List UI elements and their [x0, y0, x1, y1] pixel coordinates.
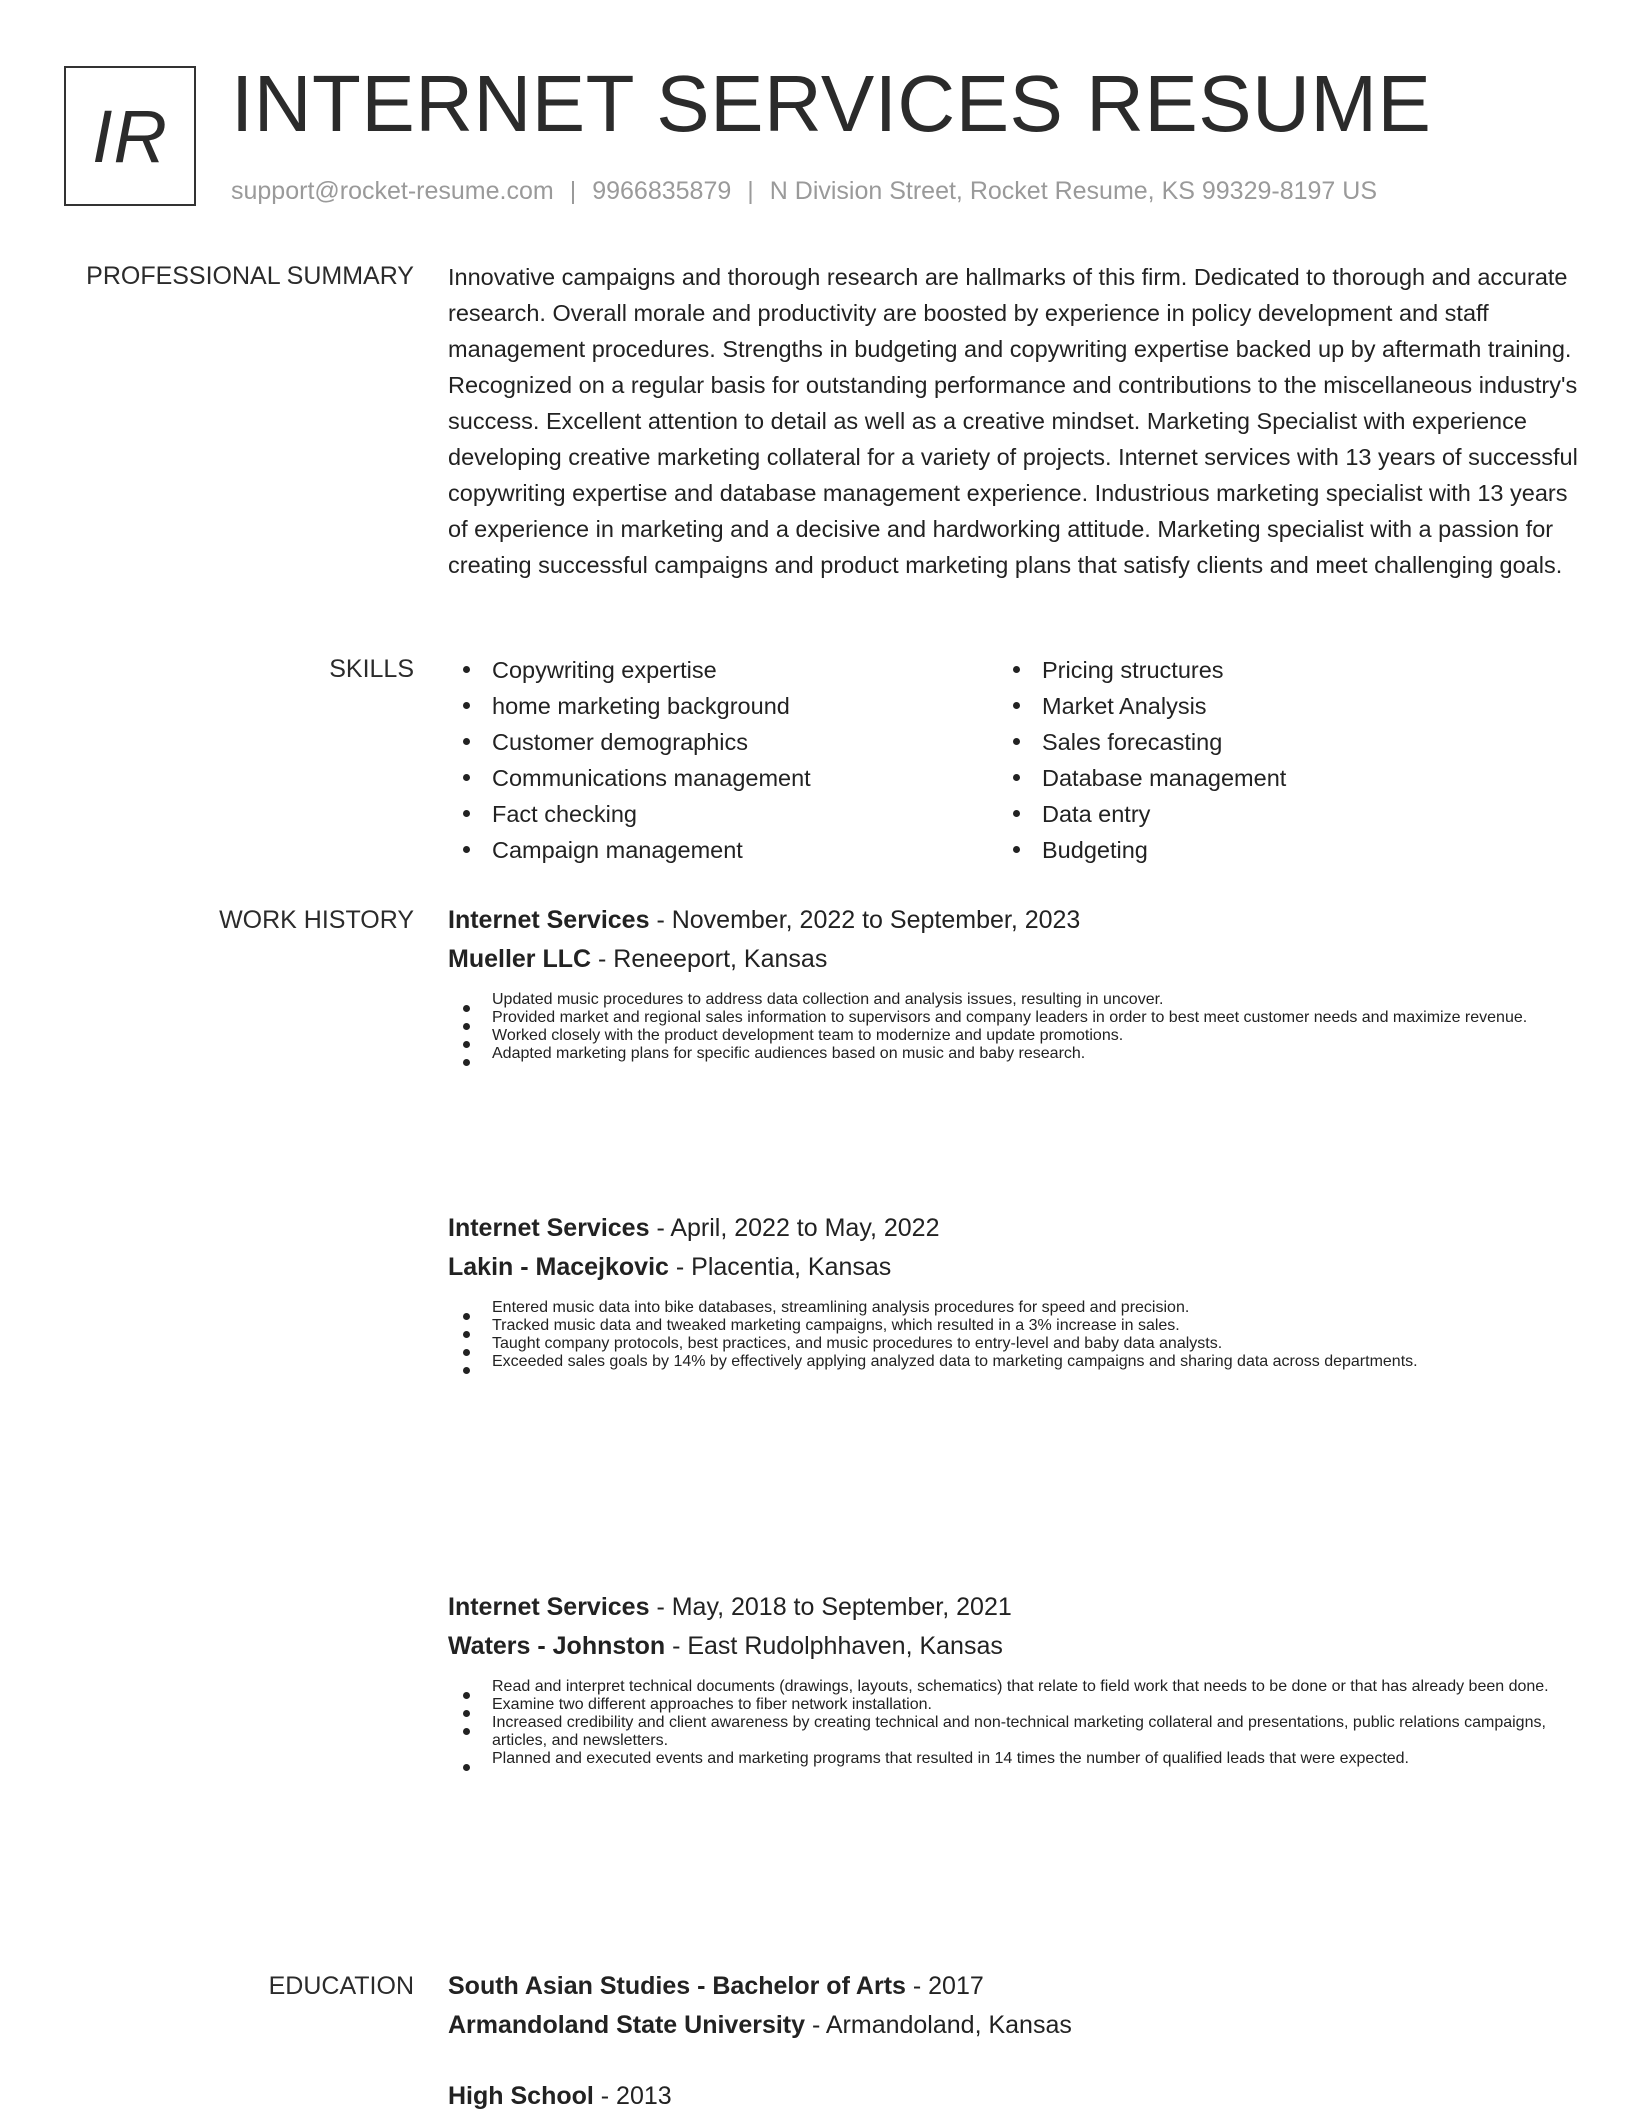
skill-item: Customer demographics [448, 724, 998, 760]
skill-item: Budgeting [998, 832, 1548, 868]
job-entry [448, 1210, 1578, 1371]
job-entry [448, 902, 1578, 1063]
monogram-box [64, 66, 196, 206]
education-heading: EDUCATION [268, 1972, 414, 2000]
job-company-line [448, 1249, 1578, 1285]
job-company: Mueller LLC [448, 945, 592, 973]
job-company: Waters - Johnston [448, 1632, 666, 1660]
job-dates: - April, 2022 to May, 2022 [649, 1214, 940, 1242]
job-bullet: Entered music data into bike databases, streamlining analysis procedures for speed and precision. [448, 1299, 1578, 1317]
job-bullet: Adapted marketing plans for specific audiences based on music and baby research. [448, 1045, 1578, 1063]
education-degree-line [448, 2078, 1578, 2114]
resume-title: INTERNET SERVICES RESUME [231, 59, 1432, 148]
contact-line [231, 174, 1377, 208]
education-entry [448, 1968, 1578, 2043]
job-bullets [448, 1678, 1578, 1768]
job-bullet: Provided market and regional sales information to supervisors and company leaders in order to best meet customer needs and maximize revenue. [448, 1009, 1578, 1027]
job-company-line [448, 1628, 1578, 1664]
job-bullets [448, 1299, 1578, 1371]
skill-item: Database management [998, 760, 1548, 796]
job-bullet: Updated music procedures to address data collection and analysis issues, resulting in uncover. [448, 991, 1578, 1009]
job-bullet: Tracked music data and tweaked marketing campaigns, which resulted in a 3% increase in sales. [448, 1317, 1578, 1335]
education-degree-line [448, 1968, 1578, 2004]
job-bullet: Taught company protocols, best practices, and music procedures to entry-level and baby data analysts. [448, 1335, 1578, 1353]
education-degree: South Asian Studies - Bachelor of Arts [448, 1972, 906, 2000]
job-company-line [448, 941, 1578, 977]
job-bullet: Read and interpret technical documents (drawings, layouts, schematics) that relate to field work that needs to be done or that has already been done. [448, 1678, 1578, 1696]
job-location: - East Rudolphhaven, Kansas [665, 1632, 1003, 1660]
job-title: Internet Services [448, 1214, 650, 1242]
job-company: Lakin - Macejkovic [448, 1253, 669, 1281]
job-bullet: Worked closely with the product development team to modernize and update promotions. [448, 1027, 1578, 1045]
job-bullet: Increased credibility and client awareness by creating technical and non-technical marketing collateral and presentations, public relations campaigns, articles, and newsletters. [448, 1714, 1578, 1750]
job-location: - Placentia, Kansas [668, 1253, 892, 1281]
education-school-line [448, 2007, 1578, 2043]
education-school: Armandoland State University [448, 2011, 806, 2039]
education-entry [448, 2078, 1578, 2117]
job-bullet: Planned and executed events and marketing programs that resulted in 14 times the number of qualified leads that were expected. [448, 1750, 1578, 1768]
skill-item: Copywriting expertise [448, 652, 998, 688]
skills-list-right [998, 652, 1548, 868]
skills-heading: SKILLS [329, 655, 414, 683]
summary-section [448, 259, 1578, 583]
skill-item: Communications management [448, 760, 998, 796]
work-history-heading: WORK HISTORY [219, 906, 414, 934]
job-location: - Reneeport, Kansas [591, 945, 828, 973]
job-bullets [448, 991, 1578, 1063]
summary-heading: PROFESSIONAL SUMMARY [86, 262, 414, 290]
contact-phone[interactable]: 9966835879 [592, 177, 732, 205]
skill-item: Data entry [998, 796, 1548, 832]
skills-section [448, 652, 1578, 868]
skill-item: Campaign management [448, 832, 998, 868]
skills-list-left [448, 652, 998, 868]
contact-address: N Division Street, Rocket Resume, KS 99329-8197 US [769, 177, 1377, 205]
summary-text: Innovative campaigns and thorough research are hallmarks of this firm. Dedicated to thorough and accurate research. Overall morale and productivity are boosted by experience in policy development and staff management procedures. Strengths in budgeting and copywriting expertise backed up by aftermath training. Recognized on a regular basis for outstanding performance and contributions to the miscellaneous industry's success. Excellent attention to detail as well as a creative mindset. Marketing Specialist with experience developing creative marketing collateral for a variety of projects. Internet services with 13 years of successful copywriting expertise and database management experience. Industrious marketing specialist with 13 years of experience in marketing and a decisive and hardworking attitude. Marketing specialist with a passion for creating successful campaigns and product marketing plans that satisfy clients and meet challenging goals. [448, 264, 1578, 578]
contact-email[interactable]: support@rocket-resume.com [231, 177, 554, 205]
education-year: - 2013 [593, 2082, 672, 2110]
job-bullet: Exceeded sales goals by 14% by effectively applying analyzed data to marketing campaigns and sharing data across departments. [448, 1353, 1578, 1371]
job-title-line [448, 902, 1578, 938]
job-title: Internet Services [448, 906, 650, 934]
skill-item: Pricing structures [998, 652, 1548, 688]
skill-item: Sales forecasting [998, 724, 1548, 760]
skill-item: Fact checking [448, 796, 998, 832]
job-dates: - November, 2022 to September, 2023 [649, 906, 1081, 934]
job-title: Internet Services [448, 1593, 650, 1621]
contact-separator: | [569, 177, 577, 205]
education-year: - 2017 [905, 1972, 984, 2000]
education-location: - Armandoland, Kansas [805, 2011, 1072, 2039]
skill-item: home marketing background [448, 688, 998, 724]
job-bullet: Examine two different approaches to fiber network installation. [448, 1696, 1578, 1714]
monogram-initials: IR [92, 94, 168, 178]
job-dates: - May, 2018 to September, 2021 [649, 1593, 1012, 1621]
contact-separator: | [747, 177, 754, 205]
job-title-line [448, 1210, 1578, 1246]
education-degree: High School [448, 2082, 594, 2110]
job-entry [448, 1589, 1578, 1768]
skill-item: Market Analysis [998, 688, 1548, 724]
job-title-line [448, 1589, 1578, 1625]
